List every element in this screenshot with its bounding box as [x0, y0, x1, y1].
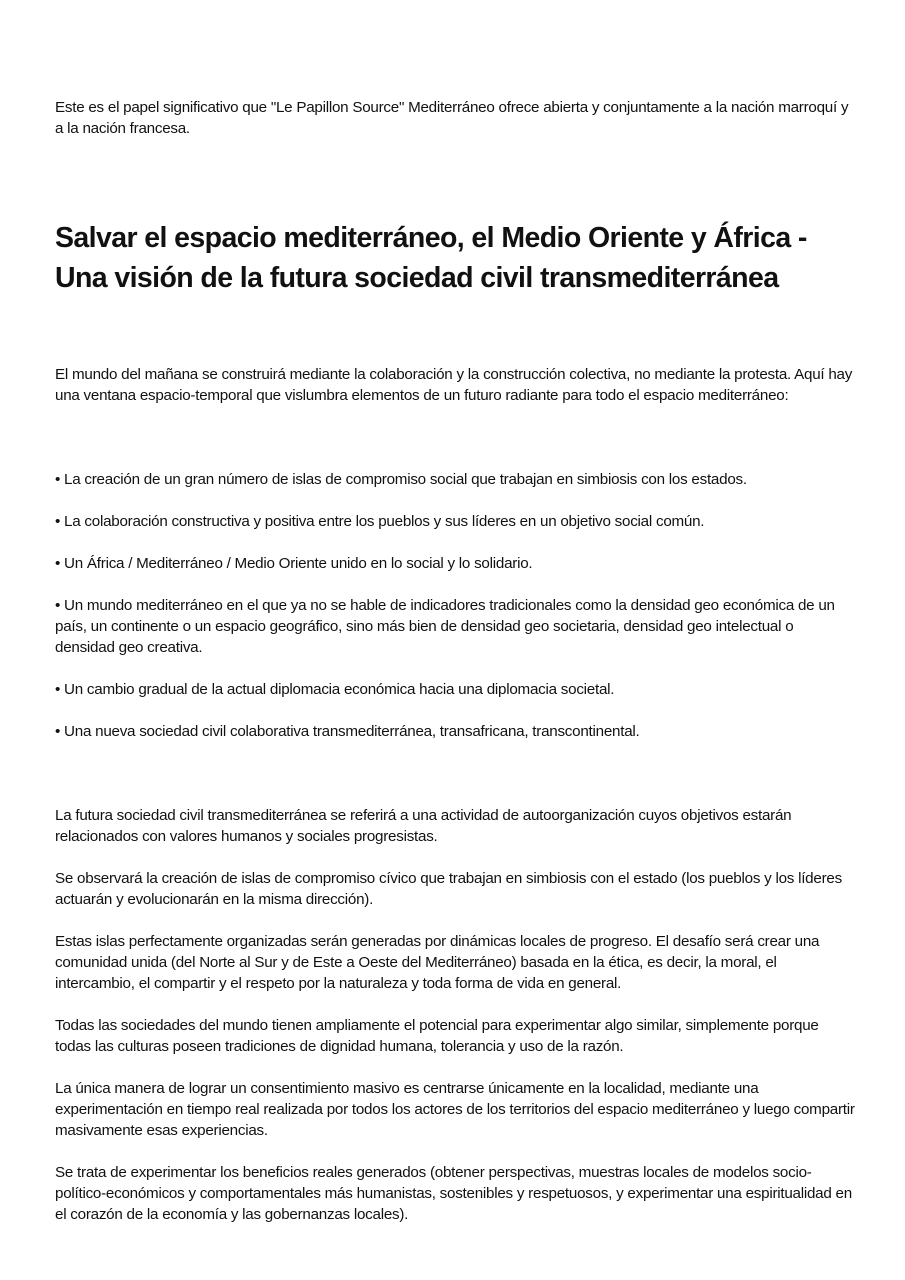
closing-section: [55, 805, 855, 1225]
bullet-item: • Una nueva sociedad civil colaborativa transmediterránea, transafricana, transcontinental.: [55, 723, 640, 740]
bullet-item: • La colaboración constructiva y positiva entre los pueblos y sus líderes en un objetivo social común.: [55, 513, 705, 530]
document-page: [55, 0, 855, 1225]
body-paragraph: La futura sociedad civil transmediterránea se referirá a una actividad de autoorganización cuyos objetivos estarán relacionados con valores humanos y sociales progresistas.: [55, 807, 792, 845]
bullet-item: • Un cambio gradual de la actual diplomacia económica hacia una diplomacia societal.: [55, 681, 615, 698]
lead-paragraph: El mundo del mañana se construirá mediante la colaboración y la construcción colectiva, no mediante la protesta. Aquí hay una ventana espacio-temporal que vislumbra elementos de un futuro radiante para todo el espacio mediterráneo:: [55, 366, 853, 404]
document-title: Salvar el espacio mediterráneo, el Medio Oriente y África - Una visión de la futura sociedad civil transmediterránea: [55, 222, 807, 294]
bullet-item: • La creación de un gran número de islas de compromiso social que trabajan en simbiosis con los estados.: [55, 471, 747, 488]
body-paragraph: Se observará la creación de islas de compromiso cívico que trabajan en simbiosis con el estado (los pueblos y los líderes actuarán y evolucionarán en la misma dirección).: [55, 870, 842, 908]
bullet-list: [55, 469, 855, 742]
body-paragraph: La única manera de lograr un consentimiento masivo es centrarse únicamente en la localidad, mediante una experimentación en tiempo real realizada por todos los actores de los territorios del espacio mediterráneo y luego compartir masivamente esas experiencias.: [55, 1080, 855, 1139]
bullet-item: • Un mundo mediterráneo en el que ya no se hable de indicadores tradicionales como la densidad geo económica de un país, un continente o un espacio geográfico, sino más bien de densidad geo societaria, densidad geo intelectual o densidad geo creativa.: [55, 597, 835, 656]
body-paragraph: Todas las sociedades del mundo tienen ampliamente el potencial para experimentar algo similar, simplemente porque todas las culturas poseen tradiciones de dignidad humana, tolerancia y uso de la razón.: [55, 1017, 819, 1055]
intro-paragraph: Este es el papel significativo que "Le Papillon Source" Mediterráneo ofrece abierta y conjuntamente a la nación marroquí y a la nación francesa.: [55, 99, 849, 137]
body-paragraph: Se trata de experimentar los beneficios reales generados (obtener perspectivas, muestras locales de modelos socio-político-económicos y comportamentales más humanistas, sostenibles y respetuosos, y experimentar una espiritualidad en el corazón de la economía y las gobernanzas locales).: [55, 1164, 852, 1223]
body-paragraph: Estas islas perfectamente organizadas serán generadas por dinámicas locales de progreso. El desafío será crear una comunidad unida (del Norte al Sur y de Este a Oeste del Mediterráneo) basada en la ética, es decir, la moral, el intercambio, el compartir y el respeto por la naturaleza y toda forma de vida en general.: [55, 933, 820, 992]
bullet-item: • Un África / Mediterráneo / Medio Oriente unido en lo social y lo solidario.: [55, 555, 533, 572]
